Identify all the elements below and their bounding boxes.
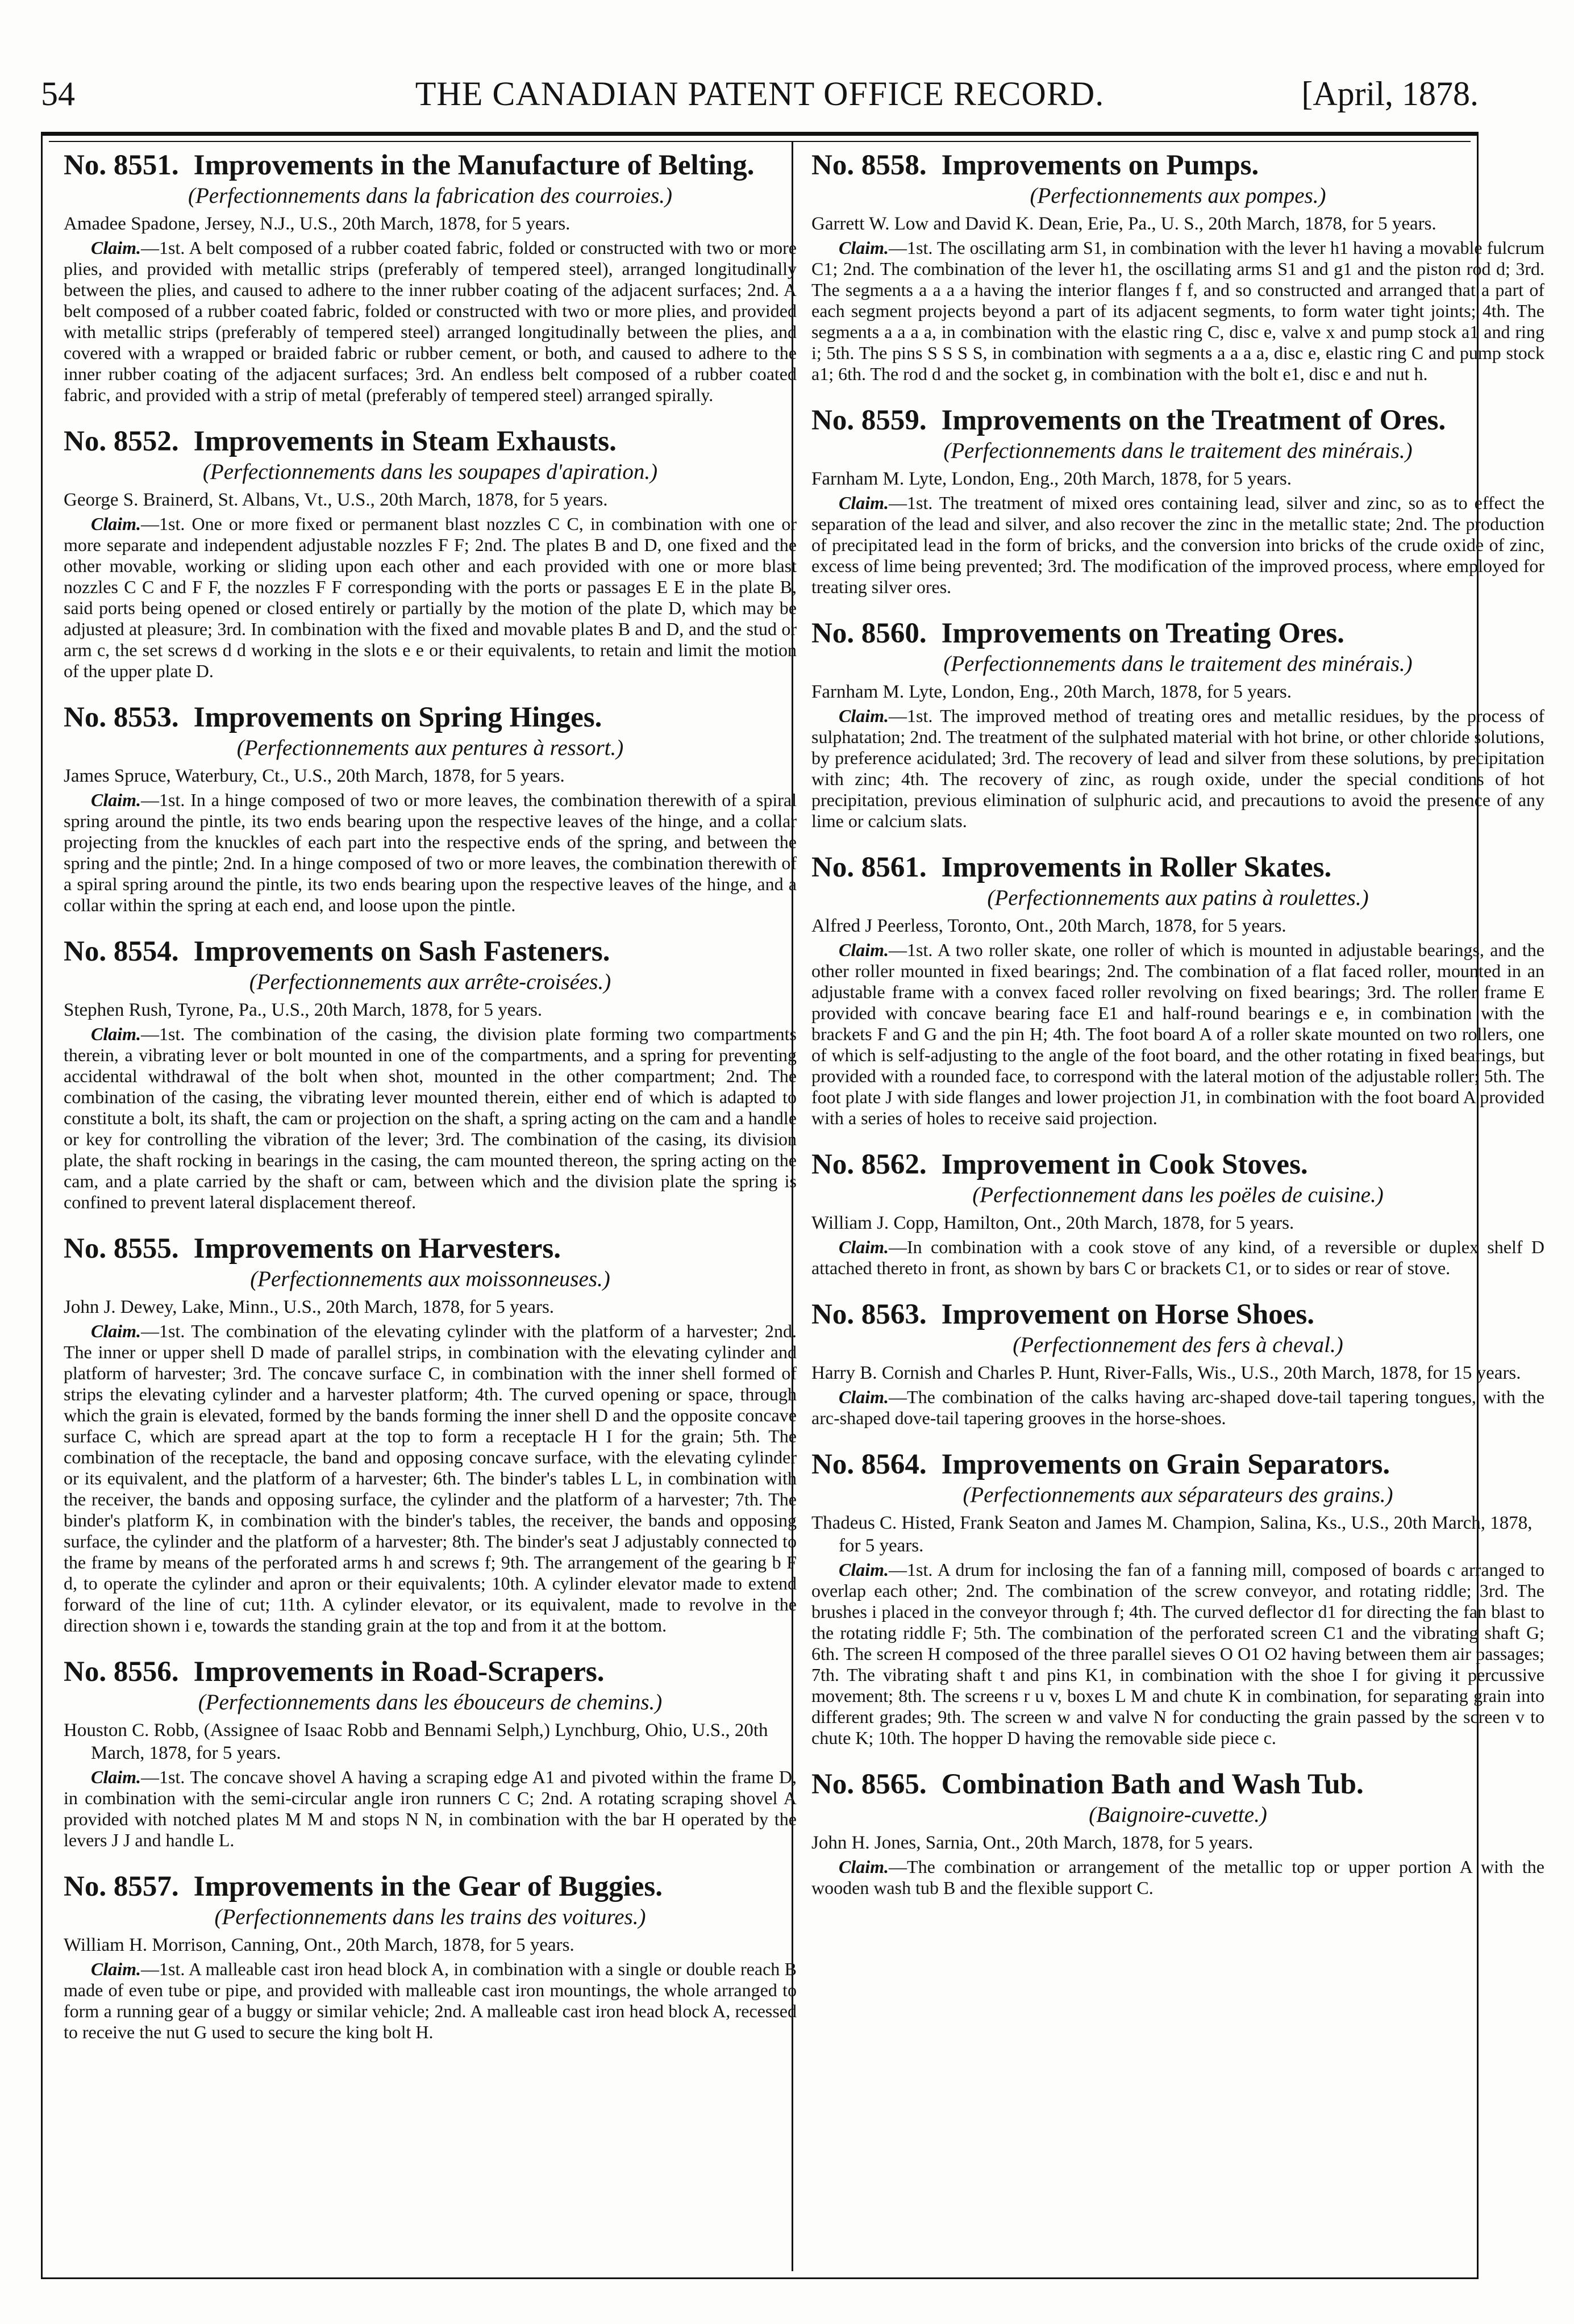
patent-inventor: Amadee Spadone, Jersey, N.J., U.S., 20th March, 1878, for 5 years. xyxy=(64,214,571,234)
patent-title: Improvements on Treating Ores. xyxy=(941,617,1344,649)
patent-french-title: (Perfectionnements aux patins à roulettes.) xyxy=(987,886,1369,910)
patent-number: No. 8559. xyxy=(811,404,927,436)
patent-inventor: John J. Dewey, Lake, Minn., U.S., 20th March, 1878, for 5 years. xyxy=(64,1297,555,1317)
claim-label: Claim. xyxy=(839,1856,889,1877)
claim-text: —1st. The oscillating arm S1, in combination with the lever h1 having a movable fulcrum C1; 2nd. The combination of the lever h1, the oscillating arms S1 and g1 and the piston rod d; 3rd. The segments a a a a having the interior flanges f f, and so constructed and arranged that a part of each segment projects beyond a part of its adjacent segments, to form water tight joints; 4th. The segments a a a a, in combination with the elastic ring C, disc e, valve x and pump stock a1 and ring i; 5th. The pins S S S S, in combination with segments a a a a, disc e, elastic ring C and pump stock a1; 6th. The rod d and the socket g, in combination with the bolt e1, disc e and nut h. xyxy=(811,237,1544,384)
claim-text: —1st. A belt composed of a rubber coated fabric, folded or constructed with two or more plies, and provided with metallic strips (preferably of tempered steel), arranged longitudinally between the plies, and caused to adhere to the inner rubber coating of the adjacent surfaces; 2nd. A belt composed of a rubber coated fabric, folded or constructed with two or more plies, and provided with metallic strips (preferably of tempered steel) arranged longitudinally between the plies, and covered with a wrapped or braided fabric or rubber cement, or both, and caused to adhere to the inner rubber coating of the adjacent surfaces; 3rd. An endless belt composed of a rubber coated fabric, and provided with a strip of metal (preferably of tempered steel) arranged spirally. xyxy=(64,237,797,405)
patent-entry xyxy=(811,1448,1544,1749)
patent-title: Improvements on Grain Separators. xyxy=(941,1449,1390,1480)
patent-heading xyxy=(64,149,797,182)
patent-number: No. 8562. xyxy=(811,1149,927,1180)
claim-label: Claim. xyxy=(91,790,141,810)
patent-heading xyxy=(811,617,1544,650)
patent-number: No. 8560. xyxy=(811,617,927,649)
patent-inventor: James Spruce, Waterbury, Ct., U.S., 20th March, 1878, for 5 years. xyxy=(64,766,565,786)
page-number: 54 xyxy=(41,75,75,112)
patent-french-title: (Perfectionnements dans la fabrication des courroies.) xyxy=(188,183,673,208)
patent-claim xyxy=(811,1856,1544,1899)
claim-text: —1st. The improved method of treating ores and metallic residues, by the process of sulphatation; 2nd. The treatment of the sulphated material with hot brine, or other chloride solutions, by preference acidulated; 3rd. The recovery of lead and silver from these solutions, by precipitation with zinc; 4th. The recovery of zinc, as rough oxide, under the special conditions of hot precipitation, previous elimination of sulphuric acid, and precautions to avoid the presence of any lime or calcium slats. xyxy=(811,706,1544,831)
patent-claim xyxy=(64,514,797,682)
claim-label: Claim. xyxy=(839,1387,889,1407)
claim-label: Claim. xyxy=(91,1024,141,1044)
patent-entry xyxy=(811,851,1544,1129)
patent-claim xyxy=(811,493,1544,598)
patent-inventor: Farnham M. Lyte, London, Eng., 20th March, 1878, for 5 years. xyxy=(811,469,1292,489)
patent-inventor: Thadeus C. Histed, Frank Seaton and James M. Champion, Salina, Ks., U.S., 20th March, 1878, for 5 years. xyxy=(811,1513,1533,1556)
claim-text: —1st. The combination of the elevating cylinder with the platform of a harvester; 2nd. The inner or upper shell D made of parallel strips, in combination with the elevating cylinder and platform of harvester; 3rd. The concave surface C, in combination with the inner shell formed of strips the elevating cylinder and a harvester platform; 4th. The curved opening or space, through which the grain is elevated, formed by the bands forming the inner shell D and the opposite concave surface C, which are spread apart at the top to form a receptacle H I for the grain; 5th. The combination of the receptacle, the band and opposing concave surface, with the elevating cylinder or its equivalent, and the platform of a harvester; 6th. The binder's tables L L, in combination with the receiver, the bands and opposing surface, the cylinder and the platform of a harvester; 7th. The binder's platform K, in combination with the binder's tables, the receiver, the bands and opposing surface, the cylinder and the platform of a harvester; 8th. The binder's seat J adjustably connected to the frame by means of the perforated arms h and screws f; 9th. The arrangement of the gearing b F d, to operate the cylinder and apron or their equivalents; 10th. A cylinder elevator made to extend forward of the line of cut; 11th. A cylinder elevator, or its equivalent, made to revolve in the direction shown i e, towards the standing grain at the top and from it at the bottom. xyxy=(64,1321,797,1635)
patent-inventor: George S. Brainerd, St. Albans, Vt., U.S., 20th March, 1878, for 5 years. xyxy=(64,490,608,510)
patent-heading xyxy=(64,1232,797,1265)
patent-entry xyxy=(64,149,797,406)
right-column xyxy=(811,149,1544,2262)
patent-french-title: (Perfectionnements aux pentures à ressort.) xyxy=(236,736,624,760)
patent-french-title: (Perfectionnements dans les ébouceurs de chemins.) xyxy=(198,1690,663,1714)
claim-text: —1st. A malleable cast iron head block A, in combination with a single or double reach B made of even tube or pipe, and provided with malleable cast iron mountings, the whole arranged to form a running gear of a buggy or similar vehicle; 2nd. A malleable cast iron head block A, recessed to receive the nut G used to secure the king bolt H. xyxy=(64,1959,797,2042)
patent-claim xyxy=(64,1959,797,2043)
claim-text: —1st. The combination of the casing, the division plate forming two compartments therein, a vibrating lever or bolt mounted in one of the compartments, and a spring for preventing accidental withdrawal of the bolt when shot, mounted in the other compartment; 2nd. The combination of the casing, the vibrating lever mounted therein, either end of which is adapted to constitute a bolt, its shaft, the cam or projection on the shaft, a spring acting on the cam and a handle or key for controlling the vibration of the lever; 3rd. The combination of the casing, its division plate, the shaft rocking in bearings in the casing, the cam mounted thereon, the spring acting on the cam, and a plate carried by the shaft or cam, between which and the division plate the spring is confined to prevent lateral displacement thereof. xyxy=(64,1024,797,1212)
patent-title: Improvements in Road-Scrapers. xyxy=(193,1656,605,1688)
patent-heading xyxy=(64,701,797,734)
claim-text: —1st. In a hinge composed of two or more leaves, the combination therewith of a spiral spring around the pintle, its two ends bearing upon the respective leaves of the hinge, and a collar projecting from the knuckles of each part into the respective ends of the spring, and between the spring and the pintle; 2nd. In a hinge composed of two or more leaves, the combination therewith of a spiral spring around the pintle, its two ends bearing upon the respective leaves of the hinge, and a collar within the spring at each end, and loose upon the pintle. xyxy=(64,790,797,915)
patent-number: No. 8553. xyxy=(64,702,179,733)
patent-heading xyxy=(64,1870,797,1903)
patent-heading xyxy=(811,1768,1544,1801)
claim-label: Claim. xyxy=(91,1767,141,1787)
patent-heading xyxy=(811,404,1544,437)
patent-number: No. 8565. xyxy=(811,1768,927,1800)
inner-top-rule xyxy=(49,141,1471,142)
patent-title: Improvements on Harvesters. xyxy=(193,1233,561,1265)
claim-text: —1st. The treatment of mixed ores containing lead, silver and zinc, so as to effect the separation of the lead and silver, and also recover the zinc in the metallic state; 2nd. The production of precipitated lead in the form of bricks, and the conversion into bricks of the crude oxide of zinc, excess of lime being prevented; 3rd. The modification of the improved process, where employed for treating silver ores. xyxy=(811,493,1544,597)
patent-number: No. 8555. xyxy=(64,1233,179,1265)
patent-inventor: John H. Jones, Sarnia, Ont., 20th March, 1878, for 5 years. xyxy=(811,1833,1254,1853)
patent-number: No. 8551. xyxy=(64,149,179,181)
patent-claim xyxy=(811,1387,1544,1429)
claim-text: —1st. The concave shovel A having a scraping edge A1 and pivoted within the frame D, in combination with the semi-circular angle iron runners C C; 2nd. A rotating scraping shovel A provided with notched plates M M and stops N N, in combination with the bar H operated by the levers J J and handle L. xyxy=(64,1767,797,1850)
patent-inventor: Harry B. Cornish and Charles P. Hunt, River-Falls, Wis., U.S., 20th March, 1878, for 15 years. xyxy=(811,1363,1521,1383)
patent-french-title: (Perfectionnements dans les soupapes d'apiration.) xyxy=(202,460,658,484)
patent-claim xyxy=(811,237,1544,385)
patent-claim xyxy=(64,790,797,916)
patent-title: Improvements in the Manufacture of Belting. xyxy=(193,149,755,181)
patent-french-title: (Perfectionnements aux arrête-croisées.) xyxy=(249,970,611,994)
patent-claim xyxy=(811,940,1544,1129)
left-column xyxy=(64,149,797,2262)
patent-entry xyxy=(811,1148,1544,1279)
claim-text: —In combination with a cook stove of any kind, of a reversible or duplex shelf D attached thereto in front, as shown by bars C or brackets C1, or to sides or rear of stove. xyxy=(811,1237,1544,1278)
patent-number: No. 8561. xyxy=(811,852,927,883)
claim-label: Claim. xyxy=(91,1959,141,1979)
patent-number: No. 8552. xyxy=(64,425,179,457)
page-header xyxy=(41,68,1479,119)
patent-french-title: (Baignoire-cuvette.) xyxy=(1089,1803,1267,1827)
patent-entry xyxy=(811,149,1544,385)
patent-inventor: Alfred J Peerless, Toronto, Ont., 20th March, 1878, for 5 years. xyxy=(811,916,1286,936)
patent-inventor: Garrett W. Low and David K. Dean, Erie, Pa., U. S., 20th March, 1878, for 5 years. xyxy=(811,214,1436,234)
patent-entry xyxy=(811,1768,1544,1899)
claim-label: Claim. xyxy=(839,493,889,513)
patent-entry xyxy=(64,935,797,1213)
patent-title: Improvements on Sash Fasteners. xyxy=(193,936,610,967)
patent-number: No. 8556. xyxy=(64,1656,179,1688)
claim-label: Claim. xyxy=(91,237,141,258)
patent-inventor: Farnham M. Lyte, London, Eng., 20th March, 1878, for 5 years. xyxy=(811,682,1292,702)
patent-title: Combination Bath and Wash Tub. xyxy=(941,1768,1364,1800)
patent-claim xyxy=(811,1237,1544,1279)
patent-heading xyxy=(811,851,1544,884)
patent-claim xyxy=(64,1024,797,1213)
claim-label: Claim. xyxy=(91,1321,141,1341)
claim-text: —1st. A two roller skate, one roller of which is mounted in adjustable bearings, and the other roller mounted in fixed bearings; 2nd. The combination of a flat faced roller, mounted in an adjustable frame with a convex faced roller revolving on fixed bearings; 3rd. The roller frame E provided with concave bearing face E1 and half-round bearings e e, in combination with the brackets F and G and the pin H; 4th. The foot board A of a roller skate mounted on two rollers, one of which is self-adjusting to the angle of the foot board, and the other rotating in fixed bearings, but provided with a rounded face, to correspond with the lateral motion of the adjustable roller; 5th. The foot plate J with side flanges and lower projection J1, in combination with the foot board A provided with a series of holes to receive said projection. xyxy=(811,940,1544,1128)
patent-title: Improvements in the Gear of Buggies. xyxy=(193,1871,663,1902)
patent-title: Improvements in Steam Exhausts. xyxy=(193,425,617,457)
patent-heading xyxy=(64,935,797,968)
patent-french-title: (Perfectionnements dans le traitement des minérais.) xyxy=(943,439,1413,463)
patent-number: No. 8563. xyxy=(811,1299,927,1330)
patent-number: No. 8564. xyxy=(811,1449,927,1480)
patent-entry xyxy=(811,404,1544,598)
patent-title: Improvements on Spring Hinges. xyxy=(193,702,602,733)
claim-label: Claim. xyxy=(91,514,141,534)
patent-heading xyxy=(811,1298,1544,1331)
patent-inventor: Stephen Rush, Tyrone, Pa., U.S., 20th March, 1878, for 5 years. xyxy=(64,1000,543,1020)
patent-title: Improvements in Roller Skates. xyxy=(941,852,1332,883)
patent-number: No. 8554. xyxy=(64,936,179,967)
patent-french-title: (Perfectionnements aux séparateurs des grains.) xyxy=(963,1483,1393,1507)
claim-text: —1st. A drum for inclosing the fan of a fanning mill, composed of boards c arranged to overlap each other; 2nd. The combination of the screw conveyor, and rotating riddle; 3rd. The brushes i placed in the conveyor through f; 4th. The curved deflector d1 for directing the fan blast to the rotating riddle F; 5th. The combination of the perforated screen C1 and the vibrating shaft G; 6th. The screen H composed of the three parallel sieves O O1 O2 having between them air passages; 7th. The vibrating shaft t and pins K1, in combination with the shoe I for giving it percussive movement; 8th. The screens r u v, boxes L M and chute K in combination, for separating grain into different grades; 9th. The screen w and valve N for conducting the grain passed by the screen v to chute K; 10th. The hopper D having the removable side piece c. xyxy=(811,1559,1544,1748)
patent-french-title: (Perfectionnement des fers à cheval.) xyxy=(1013,1333,1343,1357)
patent-claim xyxy=(64,1321,797,1636)
issue-date: [April, 1878. xyxy=(1301,75,1479,112)
patent-entry xyxy=(64,701,797,916)
patent-entry xyxy=(64,425,797,682)
claim-text: —1st. One or more fixed or permanent blast nozzles C C, in combination with one or more separate and independent adjustable nozzles F F; 2nd. The plates B and D, one fixed and the other movable, working or sliding upon each other and each provided with one or more blast nozzles C C and F F, the nozzles F F corresponding with the ports or passages E E in the plate B, said ports being opened or closed entirely or partially by the motion of the plate D, which may be adjusted at pleasure; 3rd. In combination with the fixed and movable plates B and D, and the stud or arm c, the set screws d d working in the slots e e or their equivalents, to retain and limit the motion of the upper plate D. xyxy=(64,514,797,681)
patent-inventor: William J. Copp, Hamilton, Ont., 20th March, 1878, for 5 years. xyxy=(811,1213,1294,1233)
patent-heading xyxy=(811,1148,1544,1181)
patent-claim xyxy=(64,1767,797,1851)
patent-claim xyxy=(64,237,797,406)
patent-french-title: (Perfectionnements dans les trains des voitures.) xyxy=(214,1905,646,1929)
claim-label: Claim. xyxy=(839,1237,889,1257)
patent-entry xyxy=(64,1870,797,2043)
patent-heading xyxy=(811,149,1544,182)
patent-entry xyxy=(64,1232,797,1636)
patent-entry xyxy=(811,617,1544,832)
claim-label: Claim. xyxy=(839,237,889,258)
claim-text: —The combination or arrangement of the metallic top or upper portion A with the wooden wash tub B and the flexible support C. xyxy=(811,1856,1544,1898)
patent-entry xyxy=(811,1298,1544,1429)
patent-claim xyxy=(811,706,1544,832)
patent-claim xyxy=(811,1559,1544,1749)
patent-number: No. 8558. xyxy=(811,149,927,181)
claim-label: Claim. xyxy=(839,1559,889,1580)
patent-title: Improvements on the Treatment of Ores. xyxy=(941,404,1446,436)
claim-text: —The combination of the calks having arc-shaped dove-tail tapering tongues, with the arc-shaped dove-tail tapering grooves in the horse-shoes. xyxy=(811,1387,1544,1428)
patent-title: Improvements on Pumps. xyxy=(941,149,1259,181)
page-title: THE CANADIAN PATENT OFFICE RECORD. xyxy=(415,75,1105,112)
patent-french-title: (Perfectionnement dans les poëles de cuisine.) xyxy=(972,1183,1384,1207)
patent-title: Improvement on Horse Shoes. xyxy=(941,1299,1314,1330)
patent-french-title: (Perfectionnements aux moissonneuses.) xyxy=(250,1267,610,1291)
patent-heading xyxy=(811,1448,1544,1481)
claim-label: Claim. xyxy=(839,940,889,960)
patent-french-title: (Perfectionnements aux pompes.) xyxy=(1030,183,1326,208)
patent-heading xyxy=(64,425,797,458)
patent-heading xyxy=(64,1655,797,1688)
patent-inventor: Houston C. Robb, (Assignee of Isaac Robb and Bennami Selph,) Lynchburg, Ohio, U.S., 20th March, 1878, for 5 years. xyxy=(64,1720,768,1763)
claim-label: Claim. xyxy=(839,706,889,726)
patent-title: Improvement in Cook Stoves. xyxy=(941,1149,1308,1180)
patent-french-title: (Perfectionnements dans le traitement des minérais.) xyxy=(943,652,1413,676)
patent-number: No. 8557. xyxy=(64,1871,179,1902)
patent-inventor: William H. Morrison, Canning, Ont., 20th March, 1878, for 5 years. xyxy=(64,1935,574,1955)
patent-entry xyxy=(64,1655,797,1851)
